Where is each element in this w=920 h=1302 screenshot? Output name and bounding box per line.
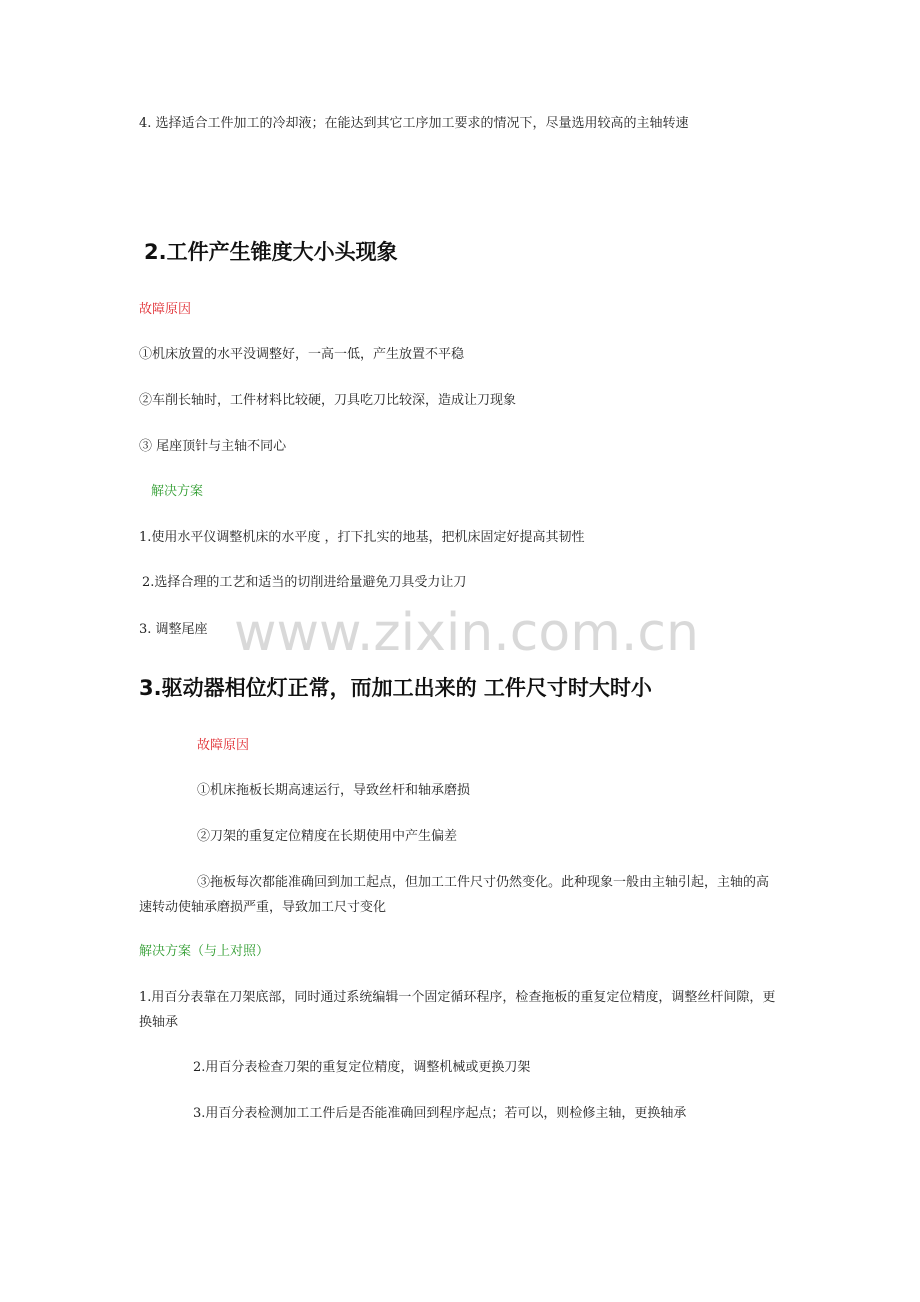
section3-solution-1: 1.用百分表靠在刀架底部，同时通过系统编辑一个固定循环程序，检查拖板的重复定位精度，调整丝杆间隙，更换轴承 — [139, 990, 776, 1030]
section3-cause-2: ②刀架的重复定位精度在长期使用中产生偏差 — [197, 829, 458, 844]
section3-solution-2: 2.用百分表检查刀架的重复定位精度，调整机械或更换刀架 — [193, 1060, 531, 1075]
section2-cause-1: ①机床放置的水平没调整好，一高一低，产生放置不平稳 — [139, 347, 465, 362]
section2-cause-2: ②车削长轴时，工件材料比较硬，刀具吃刀比较深，造成让刀现象 — [139, 393, 517, 408]
section3-solution-label: 解决方案（与上对照） — [139, 944, 270, 959]
section3-cause-3: ③拖板每次都能准确回到加工起点，但加工工件尺寸仍然变化。此种现象一般由主轴引起，主轴的高速转动使轴承磨损严重，导致加工尺寸变化 — [139, 875, 770, 915]
section2-solution-label: 解决方案 — [151, 484, 204, 499]
intro-line: 4. 选择适合工件加工的冷却液；在能达到其它工序加工要求的情况下，尽量选用较高的主轴转速 — [139, 116, 689, 131]
section2-cause-3: ③ 尾座顶针与主轴不同心 — [139, 439, 287, 454]
section3-cause-1: ①机床拖板长期高速运行，导致丝杆和轴承磨损 — [197, 783, 471, 798]
section2-solution-1: 1.使用水平仪调整机床的水平度 ，打下扎实的地基，把机床固定好提高其韧性 — [139, 530, 585, 545]
watermark: www.zixin.com.cn — [234, 603, 699, 663]
section3-solution-3: 3.用百分表检测加工工件后是否能准确回到程序起点；若可以，则检修主轴，更换轴承 — [193, 1106, 687, 1121]
section2-cause-label: 故障原因 — [139, 302, 192, 317]
section2-heading: 2.工件产生锥度大小头现象 — [144, 240, 398, 264]
section2-solution-2: 2.选择合理的工艺和适当的切削进给量避免刀具受力让刀 — [142, 575, 467, 590]
section2-solution-3: 3. 调整尾座 — [139, 622, 208, 637]
section3-heading: 3.驱动器相位灯正常，而加工出来的 工件尺寸时大时小 — [139, 676, 652, 700]
section3-cause-label: 故障原因 — [197, 738, 250, 753]
